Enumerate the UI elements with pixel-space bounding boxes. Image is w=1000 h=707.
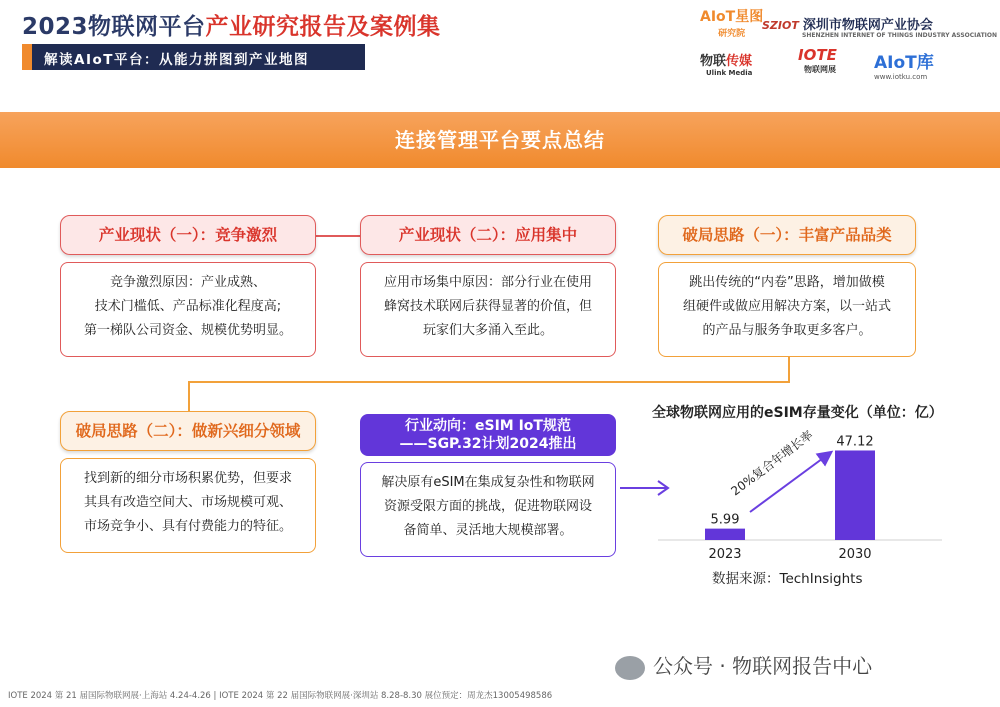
body-line: 市场竞争小、具有付费能力的特征。 — [83, 519, 292, 534]
report-subtitle: 解读AIoT平台：从能力拼图到产业地图 — [22, 44, 365, 70]
industry-status-1-body — [60, 262, 316, 357]
connector-line — [188, 381, 190, 411]
growth-annotation: 20%复合年增长率 — [728, 427, 816, 499]
industry-status-1-title: 产业现状（一）：竞争激烈 — [60, 215, 316, 255]
chart-source: 数据来源：TechInsights — [712, 571, 863, 587]
breakthrough-2-title: 破局思路（二）：做新兴细分领域 — [60, 411, 316, 451]
body-line: 找到新的细分市场积累优势，但要求 — [83, 471, 292, 486]
body-line: 组硬件或做应用解决方案，以一站式 — [682, 299, 891, 314]
connector-line — [316, 235, 360, 237]
iote-logo: IOTE 物联网展 — [798, 46, 837, 74]
aiot-research-logo: AIoT星图 研究院 — [700, 9, 764, 39]
body-line: 跳出传统的“内卷”思路，增加做模 — [689, 275, 885, 290]
bar-2023 — [705, 529, 745, 540]
wechat-icon — [615, 656, 645, 680]
aiotku-logo: AIoT库 www.iotku.com — [874, 53, 934, 81]
report-title-part1: 2023物联网平台 — [22, 14, 206, 40]
chart-title: 全球物联网应用的eSIM存量变化（单位：亿） — [652, 405, 943, 421]
report-title — [22, 8, 441, 41]
partner-logos — [700, 6, 998, 81]
body-line: 解决原有eSIM在集成复杂性和物联网 — [381, 475, 595, 490]
esim-bar-chart — [650, 420, 950, 590]
industry-trend-title — [360, 414, 616, 456]
bar-value-label: 5.99 — [710, 512, 740, 528]
category-label: 2030 — [838, 547, 872, 562]
page-footer: IOTE 2024 第 21 届国际物联网展·上海站 4.24-4.26 | IOTE 2024 第 22 届国际物联网展·深圳站 8.28-8.30 展位预定：周龙杰13005498586 — [8, 691, 553, 701]
body-line: 第一梯队公司资金、规模优势明显。 — [83, 323, 292, 338]
body-line: 备简单、灵活地大规模部署。 — [403, 523, 573, 538]
trend-title-line1: 行业动向：eSIM IoT规范 — [405, 418, 571, 434]
body-line: 玩家们大多涌入至此。 — [422, 323, 553, 338]
bar-2030 — [835, 450, 875, 540]
body-line: 蜂窝技术联网后获得显著的价值，但 — [383, 299, 592, 314]
category-label: 2023 — [708, 547, 742, 562]
breakthrough-1-body — [658, 262, 916, 357]
trend-title-line2: ——SGP.32计划2024推出 — [399, 436, 577, 452]
breakthrough-1-title: 破局思路（一）：丰富产品品类 — [658, 215, 916, 255]
body-line: 技术门槛低、产品标准化程度高; — [94, 299, 282, 314]
body-line: 应用市场集中原因：部分行业在使用 — [383, 275, 592, 290]
body-line: 资源受限方面的挑战，促进物联网设 — [383, 499, 592, 514]
section-banner: 连接管理平台要点总结 — [0, 112, 1000, 168]
industry-status-2-title: 产业现状（二）：应用集中 — [360, 215, 616, 255]
industry-trend-body — [360, 462, 616, 557]
breakthrough-2-body — [60, 458, 316, 553]
bar-value-label: 47.12 — [836, 434, 874, 450]
sziot-association-logo: SZIOT 深圳市物联网产业协会 SHENZHEN INTERNET OF THINGS INDUSTRY ASSOCIATION — [762, 18, 998, 39]
body-line: 竞争激烈原因：产业成熟、 — [109, 275, 266, 290]
connector-line — [788, 356, 790, 382]
body-line: 其具有改造空间大、市场规模可观、 — [83, 495, 292, 510]
body-line: 的产品与服务争取更多客户。 — [702, 323, 872, 338]
wechat-watermark: 公众号 · 物联网报告中心 — [615, 650, 872, 680]
connector-line — [188, 381, 790, 383]
report-title-part2: 产业研究报告及案例集 — [205, 14, 441, 40]
industry-status-2-body — [360, 262, 616, 357]
ulink-media-logo: 物联传媒 Ulink Media — [700, 54, 753, 77]
